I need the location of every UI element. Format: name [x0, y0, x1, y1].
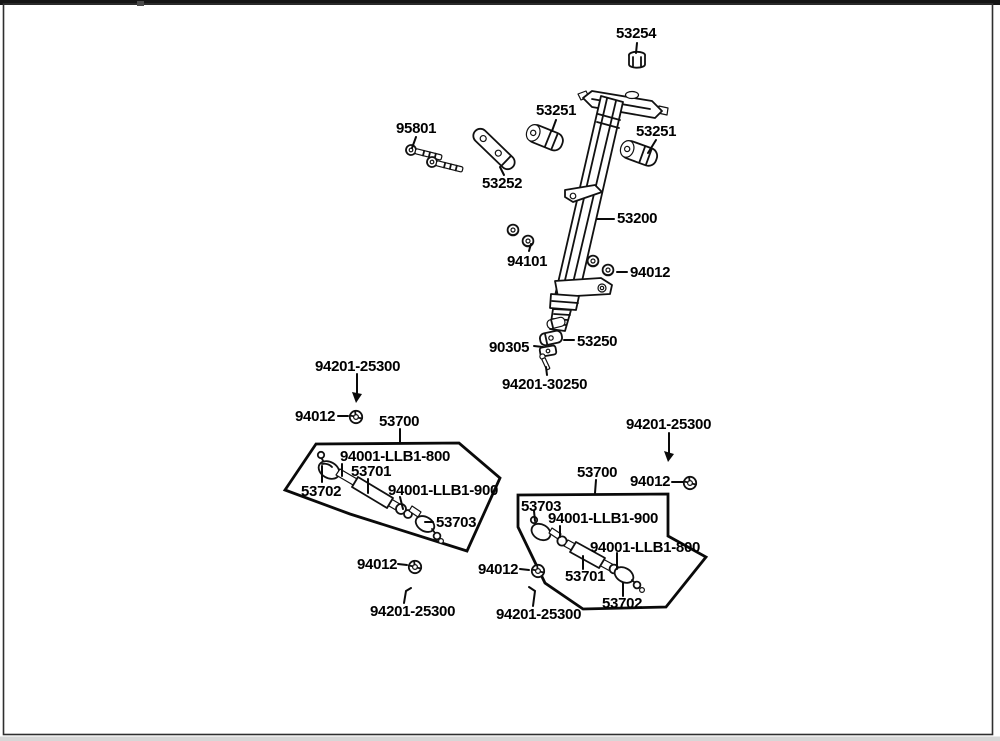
part-label-94201-25300-bottom-mid: 94201-25300 [496, 606, 582, 623]
part-label-53700-left: 53700 [379, 413, 420, 430]
part-label-53251-left: 53251 [536, 102, 577, 119]
part-label-53251-right: 53251 [636, 123, 677, 140]
part-label-53254: 53254 [616, 25, 657, 42]
part-label-94012-left: 94012 [295, 408, 336, 425]
part-label-94201-25300-upper-left: 94201-25300 [315, 358, 401, 375]
part-label-94001-llb1-800-left: 94001-LLB1-800 [340, 448, 451, 465]
part-label-53701-left: 53701 [351, 463, 392, 480]
part-label-94001-llb1-900-right: 94001-LLB1-900 [548, 510, 659, 527]
part-label-53700-right: 53700 [577, 464, 618, 481]
part-label-53252: 53252 [482, 175, 523, 192]
part-label-53703-right: 53703 [521, 498, 562, 515]
part-label-53702-left: 53702 [301, 483, 342, 500]
part-label-95801: 95801 [396, 120, 437, 137]
part-label-94012-bottom-mid: 94012 [478, 561, 519, 578]
part-label-53200: 53200 [617, 210, 658, 227]
part-label-94012-right: 94012 [630, 473, 671, 490]
part-label-94201-25300-bottom-left: 94201-25300 [370, 603, 456, 620]
part-label-94201-30250: 94201-30250 [502, 376, 588, 393]
part-label-94001-llb1-900-left: 94001-LLB1-900 [388, 482, 499, 499]
part-label-53702-right: 53702 [602, 595, 643, 612]
part-label-94001-llb1-800-right: 94001-LLB1-800 [590, 539, 701, 556]
part-label-94012-shaft: 94012 [630, 264, 671, 281]
part-label-94101: 94101 [507, 253, 548, 270]
part-label-53701-right: 53701 [565, 568, 606, 585]
part-label-94012-bottom-left: 94012 [357, 556, 398, 573]
part-label-90305: 90305 [489, 339, 530, 356]
part-label-94201-25300-upper-right: 94201-25300 [626, 416, 712, 433]
part-label-53703-left: 53703 [436, 514, 477, 531]
part-label-53250: 53250 [577, 333, 618, 350]
